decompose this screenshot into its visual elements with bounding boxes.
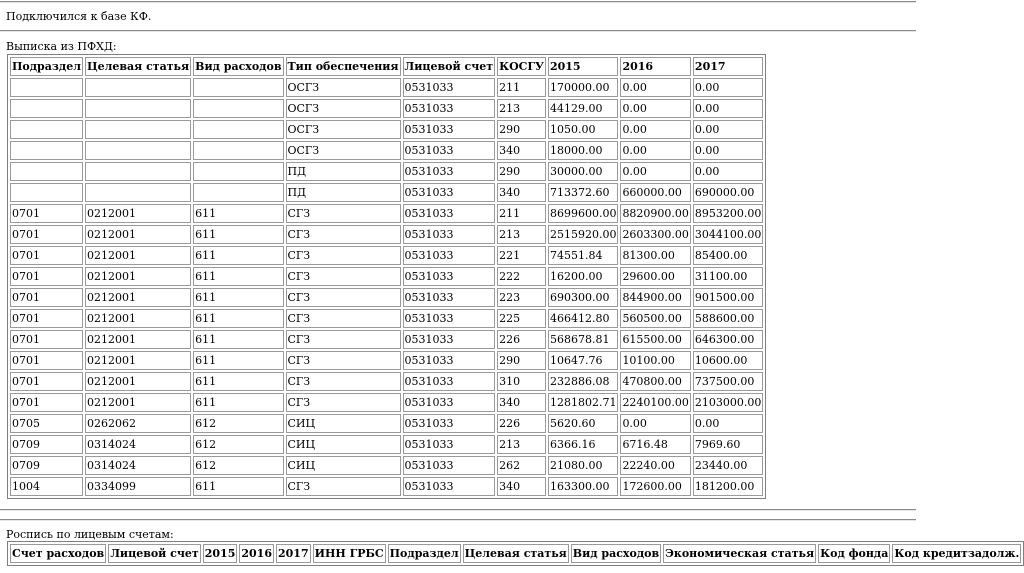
table-cell: 81300.00 xyxy=(620,246,690,265)
table-row xyxy=(10,183,763,202)
rospis-column-header: Лицевой счет xyxy=(108,544,201,563)
table-cell xyxy=(10,183,83,202)
table-cell: 0.00 xyxy=(620,99,690,118)
table-cell: 0212001 xyxy=(85,351,191,370)
table-cell: 0314024 xyxy=(85,456,191,475)
table-cell: 0701 xyxy=(10,288,83,307)
table-cell: 226 xyxy=(497,330,546,349)
table-row xyxy=(10,330,763,349)
table-cell: 44129.00 xyxy=(548,99,618,118)
table-cell: 16200.00 xyxy=(548,267,618,286)
table-cell: 340 xyxy=(497,477,546,496)
connection-status: Подключился к базе КФ. xyxy=(6,10,152,23)
table-cell: 0709 xyxy=(10,435,83,454)
table-cell: 29600.00 xyxy=(620,267,690,286)
rospis-column-header: Вид расходов xyxy=(571,544,661,563)
status-divider xyxy=(0,30,916,32)
table-cell: 0334099 xyxy=(85,477,191,496)
table-cell: 74551.84 xyxy=(548,246,618,265)
table-cell: 901500.00 xyxy=(693,288,763,307)
table-cell: 10100.00 xyxy=(620,351,690,370)
table-cell: СГЗ xyxy=(286,393,401,412)
table-cell: 612 xyxy=(193,435,283,454)
table-cell xyxy=(10,141,83,160)
table-cell: СГЗ xyxy=(286,351,401,370)
table-cell: 611 xyxy=(193,288,283,307)
table-cell: 310 xyxy=(497,372,546,391)
table-row xyxy=(10,414,763,433)
table-cell: СГЗ xyxy=(286,204,401,223)
table-cell xyxy=(85,141,191,160)
pfhd-title: Выписка из ПФХД: xyxy=(6,40,117,53)
table-cell xyxy=(10,162,83,181)
table-cell: 0531033 xyxy=(403,120,496,139)
table-cell: 611 xyxy=(193,267,283,286)
table-cell: 8953200.00 xyxy=(693,204,763,223)
table-cell: 588600.00 xyxy=(693,309,763,328)
table-cell: 181200.00 xyxy=(693,477,763,496)
table-cell: 7969.60 xyxy=(693,435,763,454)
table-cell: 23440.00 xyxy=(693,456,763,475)
table-cell: 0531033 xyxy=(403,393,496,412)
rospis-column-header: 2016 xyxy=(239,544,274,563)
table-row xyxy=(10,456,763,475)
rospis-header-row xyxy=(10,544,1021,563)
table-cell: 0.00 xyxy=(620,120,690,139)
table-cell: 0212001 xyxy=(85,288,191,307)
table-cell: 0701 xyxy=(10,330,83,349)
table-cell xyxy=(193,120,283,139)
table-cell: 0531033 xyxy=(403,435,496,454)
table-cell xyxy=(193,141,283,160)
table-cell: 0.00 xyxy=(693,141,763,160)
table-row xyxy=(10,393,763,412)
pfhd-column-header: Вид расходов xyxy=(193,57,283,76)
table-cell: 2240100.00 xyxy=(620,393,690,412)
table-cell: 10647.76 xyxy=(548,351,618,370)
table-cell: 0212001 xyxy=(85,330,191,349)
table-cell: 8699600.00 xyxy=(548,204,618,223)
pfhd-column-header: Целевая статья xyxy=(85,57,191,76)
table-cell xyxy=(10,99,83,118)
table-cell: 6366.16 xyxy=(548,435,618,454)
table-cell: 611 xyxy=(193,204,283,223)
table-cell: 0212001 xyxy=(85,246,191,265)
table-cell: СИЦ xyxy=(286,435,401,454)
table-cell: 0.00 xyxy=(693,99,763,118)
table-row xyxy=(10,351,763,370)
table-cell xyxy=(10,78,83,97)
table-row xyxy=(10,99,763,118)
table-cell: 0701 xyxy=(10,309,83,328)
table-cell: 213 xyxy=(497,225,546,244)
table-cell: 0701 xyxy=(10,246,83,265)
table-cell: ПД xyxy=(286,183,401,202)
table-cell: ОСГЗ xyxy=(286,120,401,139)
table-row xyxy=(10,120,763,139)
pfhd-column-header: 2015 xyxy=(548,57,618,76)
table-row xyxy=(10,225,763,244)
table-cell: 0531033 xyxy=(403,99,496,118)
table-cell: 0531033 xyxy=(403,330,496,349)
table-cell: 615500.00 xyxy=(620,330,690,349)
table-cell: 222 xyxy=(497,267,546,286)
rospis-column-header: Подраздел xyxy=(388,544,461,563)
table-cell: ОСГЗ xyxy=(286,141,401,160)
table-cell: 21080.00 xyxy=(548,456,618,475)
table-cell: 612 xyxy=(193,456,283,475)
rospis-table xyxy=(7,541,1024,566)
table-cell: 0531033 xyxy=(403,225,496,244)
table-cell: СГЗ xyxy=(286,372,401,391)
table-row xyxy=(10,435,763,454)
table-cell: 0212001 xyxy=(85,267,191,286)
table-cell: 0709 xyxy=(10,456,83,475)
section-divider-1 xyxy=(0,509,916,511)
table-cell: 844900.00 xyxy=(620,288,690,307)
table-cell: СГЗ xyxy=(286,477,401,496)
table-cell: 1050.00 xyxy=(548,120,618,139)
table-cell: 0531033 xyxy=(403,309,496,328)
table-row xyxy=(10,162,763,181)
table-cell xyxy=(193,78,283,97)
table-cell: 0531033 xyxy=(403,141,496,160)
table-cell: 340 xyxy=(497,393,546,412)
table-cell xyxy=(193,162,283,181)
table-cell: 0262062 xyxy=(85,414,191,433)
table-cell: 2603300.00 xyxy=(620,225,690,244)
table-cell: 0.00 xyxy=(620,78,690,97)
table-cell: 0.00 xyxy=(693,162,763,181)
table-cell: 611 xyxy=(193,246,283,265)
table-cell: 1281802.71 xyxy=(548,393,618,412)
table-cell: ОСГЗ xyxy=(286,99,401,118)
table-cell: 340 xyxy=(497,141,546,160)
table-cell: 0212001 xyxy=(85,225,191,244)
table-cell: 0531033 xyxy=(403,351,496,370)
table-cell: 713372.60 xyxy=(548,183,618,202)
table-cell: 690000.00 xyxy=(693,183,763,202)
table-cell: 0531033 xyxy=(403,183,496,202)
table-cell: СГЗ xyxy=(286,225,401,244)
pfhd-header-row xyxy=(10,57,763,76)
table-cell: 211 xyxy=(497,78,546,97)
table-cell: 0.00 xyxy=(693,120,763,139)
table-cell: 0701 xyxy=(10,204,83,223)
table-cell: 290 xyxy=(497,120,546,139)
table-cell: 612 xyxy=(193,414,283,433)
table-cell: СГЗ xyxy=(286,309,401,328)
table-cell: 10600.00 xyxy=(693,351,763,370)
table-cell: 470800.00 xyxy=(620,372,690,391)
table-cell: 611 xyxy=(193,351,283,370)
table-cell: 0701 xyxy=(10,351,83,370)
pfhd-column-header: Лицевой счет xyxy=(403,57,496,76)
table-cell: 0701 xyxy=(10,393,83,412)
table-cell: 0314024 xyxy=(85,435,191,454)
pfhd-table xyxy=(7,54,766,499)
pfhd-column-header: Тип обеспечения xyxy=(286,57,401,76)
table-cell: 290 xyxy=(497,162,546,181)
table-cell: 163300.00 xyxy=(548,477,618,496)
rospis-column-header: Счет расходов xyxy=(10,544,106,563)
table-cell: 0531033 xyxy=(403,372,496,391)
table-cell: 213 xyxy=(497,99,546,118)
rospis-title: Роспись по лицевым счетам: xyxy=(6,528,174,541)
table-cell xyxy=(193,183,283,202)
rospis-column-header: 2015 xyxy=(203,544,238,563)
table-cell: 221 xyxy=(497,246,546,265)
table-cell: 0531033 xyxy=(403,414,496,433)
table-cell: 85400.00 xyxy=(693,246,763,265)
table-cell: 290 xyxy=(497,351,546,370)
table-cell: 225 xyxy=(497,309,546,328)
table-cell: 0531033 xyxy=(403,477,496,496)
table-row xyxy=(10,141,763,160)
rospis-column-header: Код фонда xyxy=(818,544,890,563)
table-cell: 170000.00 xyxy=(548,78,618,97)
table-cell xyxy=(85,183,191,202)
table-cell: 2103000.00 xyxy=(693,393,763,412)
table-cell xyxy=(85,78,191,97)
rospis-column-header: Целевая статья xyxy=(463,544,569,563)
table-cell: 0531033 xyxy=(403,246,496,265)
table-cell xyxy=(193,99,283,118)
table-cell: 213 xyxy=(497,435,546,454)
table-cell: 611 xyxy=(193,225,283,244)
table-row xyxy=(10,246,763,265)
table-cell: ОСГЗ xyxy=(286,78,401,97)
table-cell: 611 xyxy=(193,477,283,496)
table-cell: 611 xyxy=(193,372,283,391)
table-cell: 18000.00 xyxy=(548,141,618,160)
table-cell: 0531033 xyxy=(403,162,496,181)
table-cell: 466412.80 xyxy=(548,309,618,328)
table-row xyxy=(10,288,763,307)
table-cell: 0212001 xyxy=(85,372,191,391)
table-cell: 232886.08 xyxy=(548,372,618,391)
rospis-column-header: ИНН ГРБС xyxy=(313,544,386,563)
table-row xyxy=(10,372,763,391)
table-cell: СГЗ xyxy=(286,288,401,307)
table-cell: 0.00 xyxy=(620,141,690,160)
table-cell xyxy=(85,99,191,118)
table-cell: 30000.00 xyxy=(548,162,618,181)
table-cell: 172600.00 xyxy=(620,477,690,496)
table-cell: 611 xyxy=(193,393,283,412)
pfhd-column-header: Подраздел xyxy=(10,57,83,76)
table-cell: 0705 xyxy=(10,414,83,433)
table-cell: 0531033 xyxy=(403,267,496,286)
table-cell: 5620.60 xyxy=(548,414,618,433)
table-cell: 0.00 xyxy=(620,414,690,433)
table-row xyxy=(10,267,763,286)
table-row xyxy=(10,477,763,496)
table-cell: 0.00 xyxy=(693,414,763,433)
table-cell: 6716.48 xyxy=(620,435,690,454)
table-cell: 340 xyxy=(497,183,546,202)
table-cell: 560500.00 xyxy=(620,309,690,328)
rospis-column-header: Экономическая статья xyxy=(663,544,816,563)
table-cell: 31100.00 xyxy=(693,267,763,286)
table-cell: 0.00 xyxy=(620,162,690,181)
table-cell: ПД xyxy=(286,162,401,181)
table-cell: 690300.00 xyxy=(548,288,618,307)
pfhd-column-header: КОСГУ xyxy=(497,57,546,76)
table-row xyxy=(10,204,763,223)
top-rule xyxy=(0,1,916,3)
table-cell: 611 xyxy=(193,330,283,349)
table-cell: 8820900.00 xyxy=(620,204,690,223)
table-cell: СИЦ xyxy=(286,456,401,475)
table-cell: СГЗ xyxy=(286,330,401,349)
table-cell: 737500.00 xyxy=(693,372,763,391)
table-row xyxy=(10,309,763,328)
table-cell xyxy=(10,120,83,139)
table-cell: СГЗ xyxy=(286,267,401,286)
rospis-column-header: 2017 xyxy=(276,544,311,563)
rospis-column-header: Код кредитзадолж. xyxy=(892,544,1021,563)
section-divider-2 xyxy=(0,519,916,521)
table-cell: 611 xyxy=(193,309,283,328)
table-cell: 2515920.00 xyxy=(548,225,618,244)
table-cell xyxy=(85,120,191,139)
pfhd-column-header: 2016 xyxy=(620,57,690,76)
table-cell: 0212001 xyxy=(85,393,191,412)
table-cell: 0212001 xyxy=(85,309,191,328)
table-cell: 223 xyxy=(497,288,546,307)
table-cell: 3044100.00 xyxy=(693,225,763,244)
table-cell: 568678.81 xyxy=(548,330,618,349)
table-cell: 1004 xyxy=(10,477,83,496)
table-cell: СИЦ xyxy=(286,414,401,433)
table-cell: 226 xyxy=(497,414,546,433)
table-cell: 262 xyxy=(497,456,546,475)
table-cell: 0531033 xyxy=(403,456,496,475)
table-cell: 211 xyxy=(497,204,546,223)
table-row xyxy=(10,78,763,97)
table-cell: 0531033 xyxy=(403,288,496,307)
table-cell xyxy=(85,162,191,181)
table-cell: 0.00 xyxy=(693,78,763,97)
table-cell: 0701 xyxy=(10,372,83,391)
table-cell: 0531033 xyxy=(403,204,496,223)
pfhd-column-header: 2017 xyxy=(693,57,763,76)
table-cell: 0701 xyxy=(10,225,83,244)
table-cell: 660000.00 xyxy=(620,183,690,202)
table-cell: 22240.00 xyxy=(620,456,690,475)
table-cell: 0531033 xyxy=(403,78,496,97)
table-cell: СГЗ xyxy=(286,246,401,265)
table-cell: 0212001 xyxy=(85,204,191,223)
table-cell: 646300.00 xyxy=(693,330,763,349)
table-cell: 0701 xyxy=(10,267,83,286)
